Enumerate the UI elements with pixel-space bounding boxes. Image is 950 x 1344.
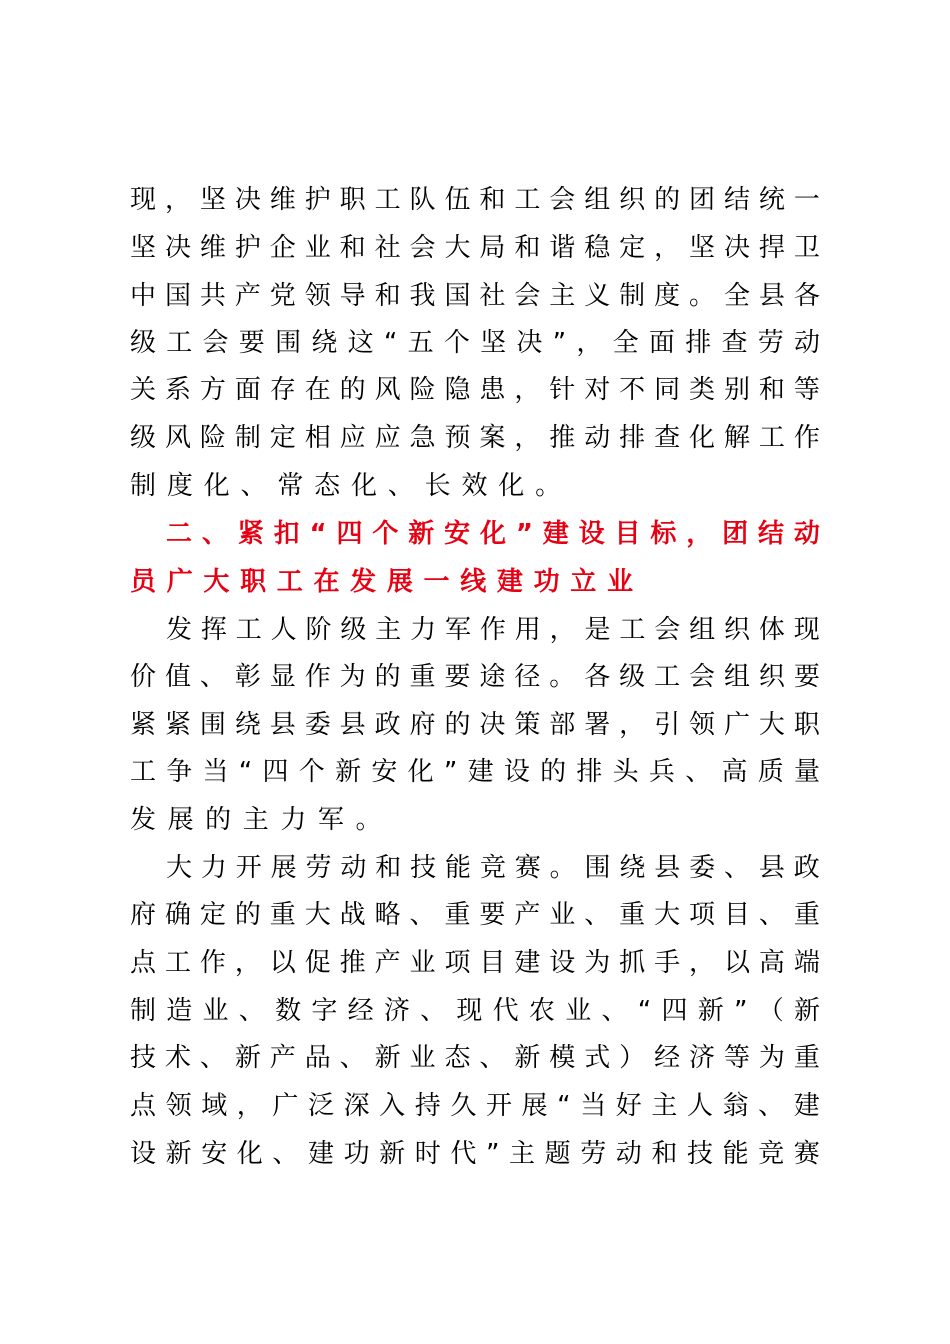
body-text-line: 工 争 当 “ 四 个 新 安 化 ” 建 设 的 排 头 兵 、 高 质 量	[130, 757, 820, 787]
body-text-line: 大 力 开 展 劳 动 和 技 能 竞 赛 。 围 绕 县 委 、 县 政	[166, 853, 820, 883]
body-text-line: 技 术 、 新 产 品 、 新 业 态 、 新 模 式 ） 经 济 等 为 重	[130, 1043, 820, 1073]
section-heading-line: 员 广 大 职 工 在 发 展 一 线 建 功 立 业	[130, 567, 633, 597]
body-text-line: 制 造 业 、 数 字 经 济 、 现 代 农 业 、 “ 四 新 ” （ 新	[130, 996, 820, 1026]
body-text-line: 府 确 定 的 重 大 战 略 、 重 要 产 业 、 重 大 项 目 、 重	[130, 900, 820, 930]
body-text-line: 中 国 共 产 党 领 导 和 我 国 社 会 主 义 制 度 。 全 县 各	[130, 281, 820, 311]
body-text-line: 坚 决 维 护 企 业 和 社 会 大 局 和 谐 稳 定 ， 坚 决 捍 卫	[130, 233, 820, 263]
body-text-line: 级 风 险 制 定 相 应 应 急 预 案 ， 推 动 排 查 化 解 工 作	[130, 423, 820, 453]
body-text-line: 现 ， 坚 决 维 护 职 工 队 伍 和 工 会 组 织 的 团 结 统 一	[130, 185, 820, 215]
body-text-line: 制 度 化 、 常 态 化 、 长 效 化 。	[130, 471, 562, 501]
body-text-line: 价 值 、 彰 显 作 为 的 重 要 途 径 。 各 级 工 会 组 织 要	[130, 662, 820, 692]
body-text-line: 发 挥 工 人 阶 级 主 力 军 作 用 ， 是 工 会 组 织 体 现	[166, 615, 820, 645]
body-text-line: 点 领 域 ， 广 泛 深 入 持 久 开 展 “ 当 好 主 人 翁 、 建	[130, 1091, 820, 1121]
body-text-line: 级 工 会 要 围 绕 这 “ 五 个 坚 决 ” ， 全 面 排 查 劳 动	[130, 328, 820, 358]
body-text-line: 关 系 方 面 存 在 的 风 险 隐 患 ， 针 对 不 同 类 别 和 等	[130, 375, 820, 405]
section-heading-line: 二 、 紧 扣 “ 四 个 新 安 化 ” 建 设 目 标 ， 团 结 动	[166, 519, 820, 549]
body-text-line: 发 展 的 主 力 军 。	[130, 805, 382, 835]
body-text-line: 点 工 作 ， 以 促 推 产 业 项 目 建 设 为 抓 手 ， 以 高 端	[130, 948, 820, 978]
body-text-line: 紧 紧 围 绕 县 委 县 政 府 的 决 策 部 署 ， 引 领 广 大 职	[130, 710, 820, 740]
body-text-line: 设 新 安 化 、 建 功 新 时 代 ” 主 题 劳 动 和 技 能 竞 赛	[130, 1139, 820, 1169]
